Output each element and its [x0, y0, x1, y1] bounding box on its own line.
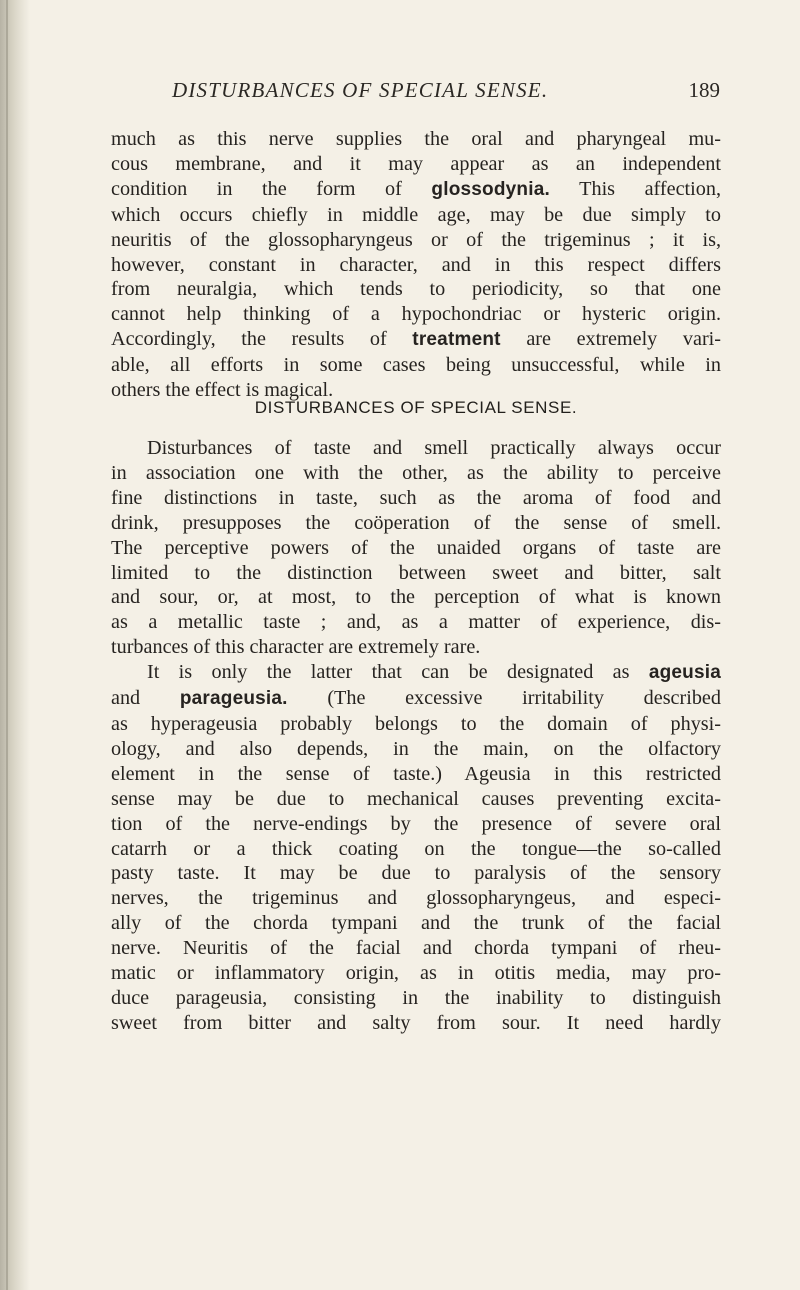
paragraph-glossodynia [111, 127, 721, 403]
page-gutter-shadow [0, 0, 30, 1290]
text-line: which occurs chiefly in middle age, may be due simply to [111, 203, 721, 226]
text-span: Accordingly, the results of [111, 328, 387, 351]
text-line: as a metallic taste ; and, as a matter of experience, dis- [111, 611, 721, 634]
text-line: cous membrane, and it may appear as an independent [111, 152, 721, 175]
text-line: fine distinctions in taste, such as the aroma of food and [111, 486, 721, 509]
text-line: as hyperageusia probably belongs to the domain of physi- [111, 712, 721, 735]
text-line: sense may be due to mechanical causes preventing excita- [111, 787, 721, 810]
text-span: (The excessive irritability described [327, 687, 721, 710]
text-line: tion of the nerve-endings by the presence of severe oral [111, 812, 721, 835]
text-line [111, 327, 721, 353]
text-line: much as this nerve supplies the oral and pharyngeal mu- [111, 128, 721, 150]
text-line: however, constant in character, and in this respect differs [111, 253, 721, 276]
paragraph-taste-smell [111, 436, 721, 1036]
text-line: and sour, or, at most, to the perception of what is known [111, 586, 721, 609]
text-span: It is only the latter that can be designated as [147, 661, 630, 684]
text-line: in association one with the other, as the ability to perceive [111, 461, 721, 484]
text-line [111, 686, 721, 712]
text-line: nerve. Neuritis of the facial and chorda tympani of rheu- [111, 937, 721, 960]
running-title: DISTURBANCES OF SPECIAL SENSE. [172, 78, 549, 102]
text-line: matic or inflammatory origin, as in otitis media, may pro- [111, 962, 721, 985]
text-line: cannot help thinking of a hypochondriac or hysteric origin. [111, 303, 721, 326]
text-line: The perceptive powers of the unaided organs of taste are [111, 536, 721, 559]
running-header [172, 78, 720, 112]
text-line: element in the sense of taste.) Ageusia in this restricted [111, 762, 721, 785]
term-parageusia: parageusia. [179, 688, 288, 710]
text-span: are extremely vari- [526, 328, 722, 351]
page-gutter-line [6, 0, 8, 1290]
text-line: Disturbances of taste and smell practically always occur [147, 437, 721, 459]
text-line: ally of the chorda tympani and the trunk of the facial [111, 912, 721, 935]
text-line: able, all efforts in some cases being unsuccessful, while in [111, 354, 721, 377]
text-line: others the effect is magical. [111, 379, 334, 402]
term-ageusia: ageusia [648, 662, 721, 684]
text-line: limited to the distinction between sweet and bitter, salt [111, 561, 721, 584]
text-line: from neuralgia, which tends to periodicity, so that one [111, 278, 721, 301]
text-line: ology, and also depends, in the main, on the olfactory [111, 737, 721, 760]
page-number: 189 [688, 78, 720, 102]
text-line: pasty taste. It may be due to paralysis of the sensory [111, 862, 721, 885]
text-span: and [111, 687, 141, 710]
text-line: drink, presupposes the coöperation of the sense of smell. [111, 511, 721, 534]
text-line: neuritis of the glossopharyngeus or of the trigeminus ; it is, [111, 228, 721, 251]
text-span: condition in the form of [111, 177, 402, 200]
text-span: This affection, [579, 177, 721, 200]
text-line: duce parageusia, consisting in the inability to distinguish [111, 986, 721, 1009]
text-line [111, 660, 721, 686]
term-treatment: treatment [412, 329, 501, 351]
text-line: sweet from bitter and salty from sour. It need hardly [111, 1011, 721, 1034]
text-line: catarrh or a thick coating on the tongue—the so-called [111, 837, 721, 860]
text-line [111, 177, 721, 203]
text-line: nerves, the trigeminus and glossopharyngeus, and especi- [111, 887, 721, 910]
section-heading: DISTURBANCES OF SPECIAL SENSE. [254, 398, 578, 417]
text-line: turbances of this character are extremely rare. [111, 636, 481, 659]
term-glossodynia: glossodynia. [431, 178, 550, 200]
